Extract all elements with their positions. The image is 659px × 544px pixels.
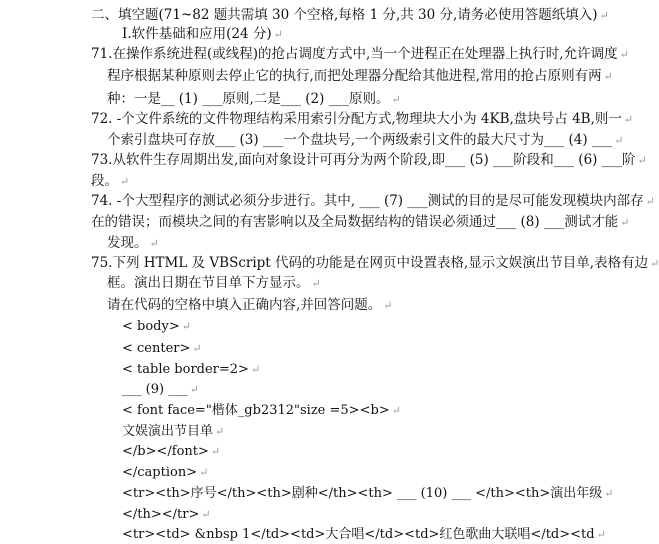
question-74-line-2: 在的错误；而模块之间的有害影响以及全局数据结构的错误必须通过___ (8) ___测试才能 ↵	[91, 214, 630, 230]
code-line-close-caption: </caption> ↵	[122, 465, 209, 480]
section-heading: 二、填空题(71~82 题共需填 30 个空格,每格 1 分,共 30 分,请务必使用答题纸填入) ↵	[91, 7, 609, 23]
question-71-line-2: 程序根据某种原则去停止它的执行,而把处理器分配给其他进程,常用的抢占原则有两 ↵	[107, 68, 613, 84]
question-75-line-3: 请在代码的空格中填入正确内容,并回答问题。 ↵	[107, 297, 393, 313]
code-line-blank-9: ___ (9) ___ ↵	[122, 382, 199, 397]
code-line-header-row-end: </th></tr> ↵	[122, 507, 211, 522]
code-line-center: < center> ↵	[122, 341, 202, 356]
question-71-line-1: 71.在操作系统进程(或线程)的抢占调度方式中,当一个进程正在处理器上执行时,允许调度 ↵	[91, 46, 629, 62]
subsection-heading: I.软件基础和应用(24 分) ↵	[122, 26, 283, 42]
code-line-table: < table border=2> ↵	[122, 362, 261, 377]
question-75-line-2: 框。演出日期在节目单下方显示。 ↵	[107, 275, 321, 291]
code-line-close-font: </b></font> ↵	[122, 444, 221, 459]
code-line-font: < font face="楷体_gb2312"size =5><b> ↵	[122, 403, 401, 418]
question-75-line-1: 75.下列 HTML 及 VBScript 代码的功能是在网页中设置表格,显示文娱演出节目单,表格有边 ↵	[91, 255, 659, 271]
question-71-line-3: 种：一是__ (1) ___原则,二是___ (2) ___原则。 ↵	[107, 91, 401, 107]
code-line-data-row: <tr><td> &nbsp 1</td><td>大合唱</td><td>红色歌曲大联唱</td><td ↵	[122, 527, 606, 542]
question-72-line-1: 72. -个文件系统的文件物理结构采用索引分配方式,物理块大小为 4KB,盘块号占 4B,则一 ↵	[91, 111, 634, 127]
code-line-header-row: <tr><th>序号</th><th>剧种</th><th> ___ (10) ___ </th><th>演出年级 ↵	[122, 486, 614, 501]
question-72-line-2: 个索引盘块可存放___ (3) ___一个盘块号,一个两级索引文件的最大尺寸为___ (4) ___ ↵	[107, 132, 624, 148]
code-line-body: < body> ↵	[122, 319, 191, 334]
code-line-caption-text: 文娱演出节目单 ↵	[122, 424, 225, 439]
question-73-line-2: 段。 ↵	[91, 173, 130, 189]
question-73-line-1: 73.从软件生存周期出发,面向对象设计可再分为两个阶段,即___ (5) ___阶段和___ (6) ___阶 ↵	[91, 152, 647, 168]
question-74-line-3: 发现。 ↵	[107, 235, 159, 251]
question-74-line-1: 74. -个大型程序的测试必须分步进行。其中, ___ (7) ___测试的目的是尽可能发现模块内部存 ↵	[91, 193, 655, 209]
